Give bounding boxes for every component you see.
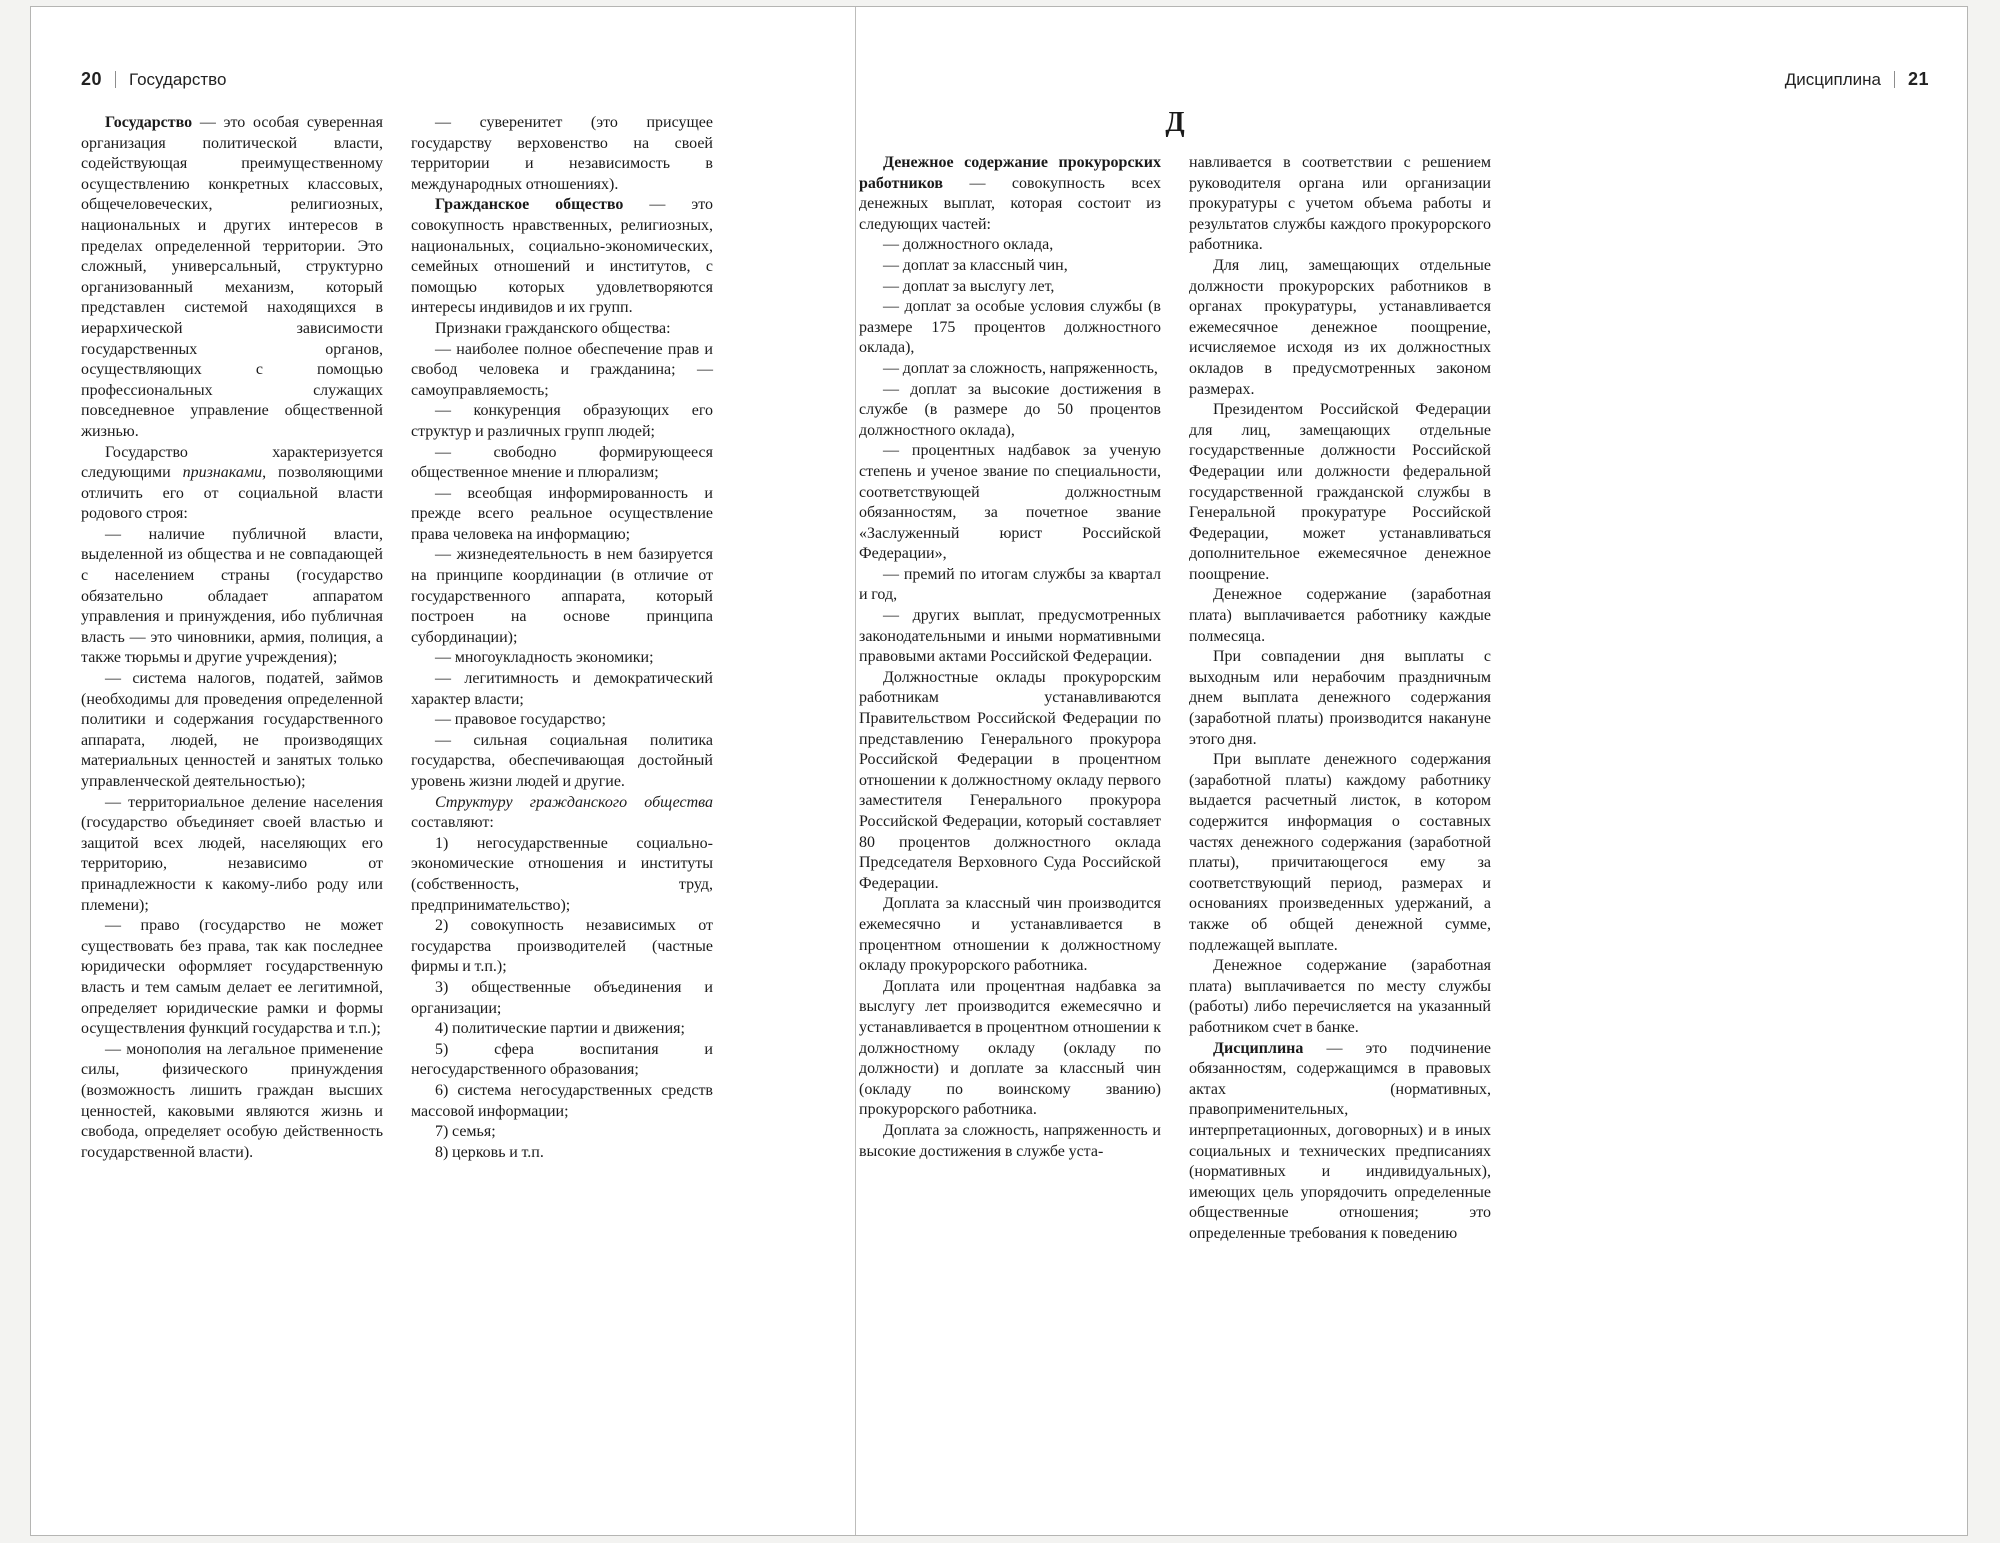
right-running-head: Дисциплина xyxy=(1784,69,1881,89)
body-text: навливается в соответствии с решением руководителя органа или организации прокуратуры с учетом объема работы и результатов службы каждого прокурорского работника. xyxy=(1189,154,1491,254)
body-text: — наличие публичной власти, выделенной из общества и не совпадающей с населением страны (государство обязательно обладает аппаратом управления и принуждения, ибо публичная власть — это чиновники, армия, полиция, а также тюрьмы и другие учреждения); xyxy=(81,525,383,667)
paragraph xyxy=(859,565,1161,606)
paragraph xyxy=(1189,647,1491,750)
emphasized-text: признаками xyxy=(182,464,263,482)
body-text: — многоукладность экономики; xyxy=(435,649,654,667)
paragraph xyxy=(411,1081,713,1122)
header-divider-bar xyxy=(1894,71,1895,88)
paragraph xyxy=(411,1143,713,1164)
body-text: — право (государство не может существовать без права, так как последнее юридически оформляет государственную власть и тем самым делает ее легитимной, определяет юридические рамки и формы осуществления функций государства и т.п.); xyxy=(81,917,383,1038)
paragraph xyxy=(1189,153,1491,256)
header-divider-bar xyxy=(115,71,116,88)
body-text: — система налогов, податей, займов (необходимы для проведения определенной политики и содержания государственного аппарата, людей, не производящих материальных ценностей и занятых только управленческой деятельностью); xyxy=(81,670,383,790)
paragraph xyxy=(1189,400,1491,585)
paragraph xyxy=(859,894,1161,976)
paragraph xyxy=(411,710,713,731)
paragraph xyxy=(411,443,713,484)
paragraph xyxy=(859,153,1161,235)
paragraph xyxy=(411,648,713,669)
paragraph xyxy=(81,443,383,525)
body-text: — доплат за высокие достижения в службе (в размере до 50 процентов должностного оклада), xyxy=(859,380,1161,439)
body-text: — правовое государство; xyxy=(435,711,606,729)
body-text: — наиболее полное обеспечение прав и свобод человека и гражданина; — самоуправляемость; xyxy=(411,340,713,399)
paragraph xyxy=(411,1122,713,1143)
body-text: 8) церковь и т.п. xyxy=(435,1143,544,1161)
paragraph xyxy=(411,916,713,978)
body-text: — должностного оклада, xyxy=(883,236,1054,254)
paragraph xyxy=(859,277,1161,298)
body-text: — доплат за классный чин, xyxy=(883,256,1068,274)
section-letter-heading: Д xyxy=(1165,107,1185,138)
body-text: — совокупность всех денежных выплат, которая состоит из следующих частей: xyxy=(859,174,1161,233)
body-text: 5) сфера воспитания и негосударственного образования; xyxy=(411,1040,713,1079)
paragraph xyxy=(859,359,1161,380)
body-text: — суверенитет (это присущее государству верховенство на своей территории и независимость в международных отношениях). xyxy=(411,114,713,193)
right-page-number: 21 xyxy=(1907,69,1929,89)
paragraph xyxy=(859,235,1161,256)
paragraph xyxy=(81,793,383,917)
paragraph xyxy=(1189,1039,1491,1245)
paragraph xyxy=(859,977,1161,1121)
right-page-column-1 xyxy=(859,153,1161,1244)
page-divider-line xyxy=(855,7,856,1535)
dictionary-term: Гражданское общество xyxy=(435,196,624,214)
body-text: — конкуренция образующих его структур и различных групп людей; xyxy=(411,402,713,440)
body-text: — легитимность и демократический характер власти; xyxy=(411,670,713,708)
paragraph xyxy=(411,401,713,442)
paragraph xyxy=(411,1019,713,1040)
right-page-columns xyxy=(859,153,1491,1244)
paragraph xyxy=(81,525,383,669)
paragraph xyxy=(411,484,713,546)
body-text: 3) общественные объединения и организации; xyxy=(411,978,713,1017)
body-text: — доплат за выслугу лет, xyxy=(883,277,1055,295)
paragraph xyxy=(1189,956,1491,1038)
body-text: При выплате денежного содержания (заработной платы) каждому работнику выдается расчетный листок, в котором содержится информация о составных частях денежного содержания (заработной платы), причитающегося ему за соответствующий период, размерах и основаниях произведенных удержаний, а также об общей денежной сумме, подлежащей выплате. xyxy=(1189,751,1491,954)
body-text: 1) негосударственные социально-экономические отношения и институты (собственность, труд, предпринимательство); xyxy=(411,834,713,914)
body-text: — процентных надбавок за ученую степень и ученое звание по специальности, соответствующей должностным обязанностям, за почетное звание «Заслуженный юрист Российской Федерации», xyxy=(859,442,1161,563)
body-text: Денежное содержание (заработная плата) выплачивается работнику каждые полмесяца. xyxy=(1189,586,1491,645)
body-text: составляют: xyxy=(411,814,494,832)
left-page-column-1 xyxy=(81,113,383,1163)
paragraph xyxy=(859,441,1161,565)
book-spread xyxy=(30,6,1968,1536)
body-text: 7) семья; xyxy=(435,1123,496,1141)
dictionary-term: Государство xyxy=(105,114,193,131)
body-text: 4) политические партии и движения; xyxy=(435,1020,685,1038)
body-text: — сильная социальная политика государства, обеспечивающая достойный уровень жизни людей и другие. xyxy=(411,731,713,790)
body-text: — премий по итогам службы за квартал и год, xyxy=(859,565,1161,604)
paragraph xyxy=(859,380,1161,442)
body-text: — монополия на легальное применение силы, физического принуждения (возможность лишить граждан высших ценностей, каковыми являются жизнь и свобода, определяет особую действенность государственной власти). xyxy=(81,1040,383,1161)
body-text: При совпадении дня выплаты с выходным или нерабочим праздничным днем выплата денежного содержания (заработной платы) производится накануне этого дня. xyxy=(1189,648,1491,748)
body-text: — это особая суверенная организация политической власти, содействующая преимущественному осуществлению конкретных классовых, общечеловеческих, религиозных, национальных и других интересов в пределах определенной территории. Это сложный, универсальный, структурно организованный механизм, который представлен системой находящихся в иерархической зависимости государственных органов, осуществляющих с помощью профессиональных служащих повседневное управление общественной жизнью. xyxy=(81,114,383,440)
left-running-head: Государство xyxy=(129,69,227,89)
body-text: Доплата за сложность, напряженность и высокие достижения в службе уста- xyxy=(859,1121,1161,1160)
body-text: Доплата или процентная надбавка за выслугу лет производится ежемесячно и устанавливается в процентном отношении к должностному окладу (окладу по должности) и доплате за классный чин (окладу по воинскому званию) прокурорского работника. xyxy=(859,977,1161,1119)
body-text: — других выплат, предусмотренных законодательными и иными нормативными правовыми актами Российской Федерации. xyxy=(859,607,1161,666)
paragraph xyxy=(411,340,713,402)
left-page-columns xyxy=(81,113,713,1163)
paragraph xyxy=(1189,750,1491,956)
paragraph xyxy=(81,1040,383,1164)
body-text: — доплат за особые условия службы (в размере 175 процентов должностного оклада), xyxy=(859,298,1161,357)
paragraph xyxy=(81,916,383,1040)
body-text: — всеобщая информированность и прежде всего реальное осуществление права человека на информацию; xyxy=(411,484,713,543)
body-text: — это совокупность нравственных, религиозных, национальных, социально-экономических, семейных отношений и институтов, с помощью которых удовлетворяются интересы индивидов и их групп. xyxy=(411,196,713,317)
paragraph xyxy=(411,731,713,793)
paragraph xyxy=(411,1040,713,1081)
paragraph xyxy=(859,256,1161,277)
body-text: 2) совокупность независимых от государства производителей (частные фирмы и т.п.); xyxy=(411,917,713,976)
paragraph xyxy=(859,606,1161,668)
paragraph xyxy=(411,978,713,1019)
body-text: Признаки гражданского общества: xyxy=(435,319,671,337)
paragraph xyxy=(81,113,383,443)
dictionary-term: Денежное содержание прокурорских работников xyxy=(859,154,1161,192)
paragraph xyxy=(411,545,713,648)
body-text: — свободно формирующееся общественное мнение и плюрализм; xyxy=(411,443,713,482)
right-page-header xyxy=(1785,69,1929,90)
paragraph xyxy=(859,1121,1161,1162)
left-page-number: 20 xyxy=(81,69,103,89)
right-page-column-2 xyxy=(1189,153,1491,1244)
paragraph xyxy=(411,113,713,195)
paragraph xyxy=(411,793,713,834)
paragraph xyxy=(411,834,713,916)
paragraph xyxy=(411,319,713,340)
body-text: Должностные оклады прокурорским работникам устанавливаются Правительством Российской Федерации по представлению Генерального прокурора Российской Федерации в процентном отношении к должностному окладу первого заместителя Генерального прокурора Российской Федерации, который составляет 80 процентов должностного оклада Председателя Верховного Суда Российской Федерации. xyxy=(859,668,1161,892)
body-text: Государство характеризуется следующими xyxy=(81,443,383,482)
paragraph xyxy=(411,195,713,319)
body-text: — жизнедеятельность в нем базируется на принципе координации (в отличие от государственного аппарата, который построен на основе принципа субординации); xyxy=(411,546,713,646)
body-text: Денежное содержание (заработная плата) выплачивается по месту службы (работы) либо перечисляется на указанный работником счет в банке. xyxy=(1189,957,1491,1036)
paragraph xyxy=(81,669,383,793)
body-text: 6) система негосударственных средств массовой информации; xyxy=(411,1081,713,1120)
body-text: — доплат за сложность, напряженность, xyxy=(883,359,1158,377)
paragraph xyxy=(411,669,713,710)
body-text: — это подчинение обязанностям, содержащимся в правовых актах (нормативных, правоприменительных, интерпретационных, договорных) и в иных социальных и технических предписаниях (нормативных и индивидуальных), имеющих цель упорядочить определенные общественные отношения; это определенные требования к поведению xyxy=(1189,1039,1491,1242)
emphasized-text: Структуру гражданского общества xyxy=(435,793,713,811)
paragraph xyxy=(859,668,1161,895)
paragraph xyxy=(1189,585,1491,647)
body-text: Президентом Российской Федерации для лиц, замещающих отдельные государственные должности Российской Федерации или должности федеральной государственной гражданской службы в Генеральной прокуратуре Российской Федерации, может устанавливаться дополнительное ежемесячное денежное поощрение. xyxy=(1189,401,1491,583)
body-text: Для лиц, замещающих отдельные должности прокурорских работников в органах прокуратуры, устанавливается ежемесячное денежное поощрение, исчисляемое исходя из их должностных окладов в предусмотренных законом размерах. xyxy=(1189,256,1491,398)
left-page-column-2 xyxy=(411,113,713,1163)
paragraph xyxy=(859,297,1161,359)
body-text: , позволяющими отличить его от социальной власти родового строя: xyxy=(81,464,384,523)
left-page-header xyxy=(81,69,226,90)
body-text: — территориальное деление населения (государство объединяет своей властью и защитой всех людей, населяющих его территорию, независимо от принадлежности к какому-либо роду или племени); xyxy=(81,793,383,914)
body-text: Доплата за классный чин производится ежемесячно и устанавливается в процентном отношении к должностному окладу прокурорского работника. xyxy=(859,895,1161,975)
dictionary-term: Дисциплина xyxy=(1213,1039,1304,1057)
paragraph xyxy=(1189,256,1491,400)
